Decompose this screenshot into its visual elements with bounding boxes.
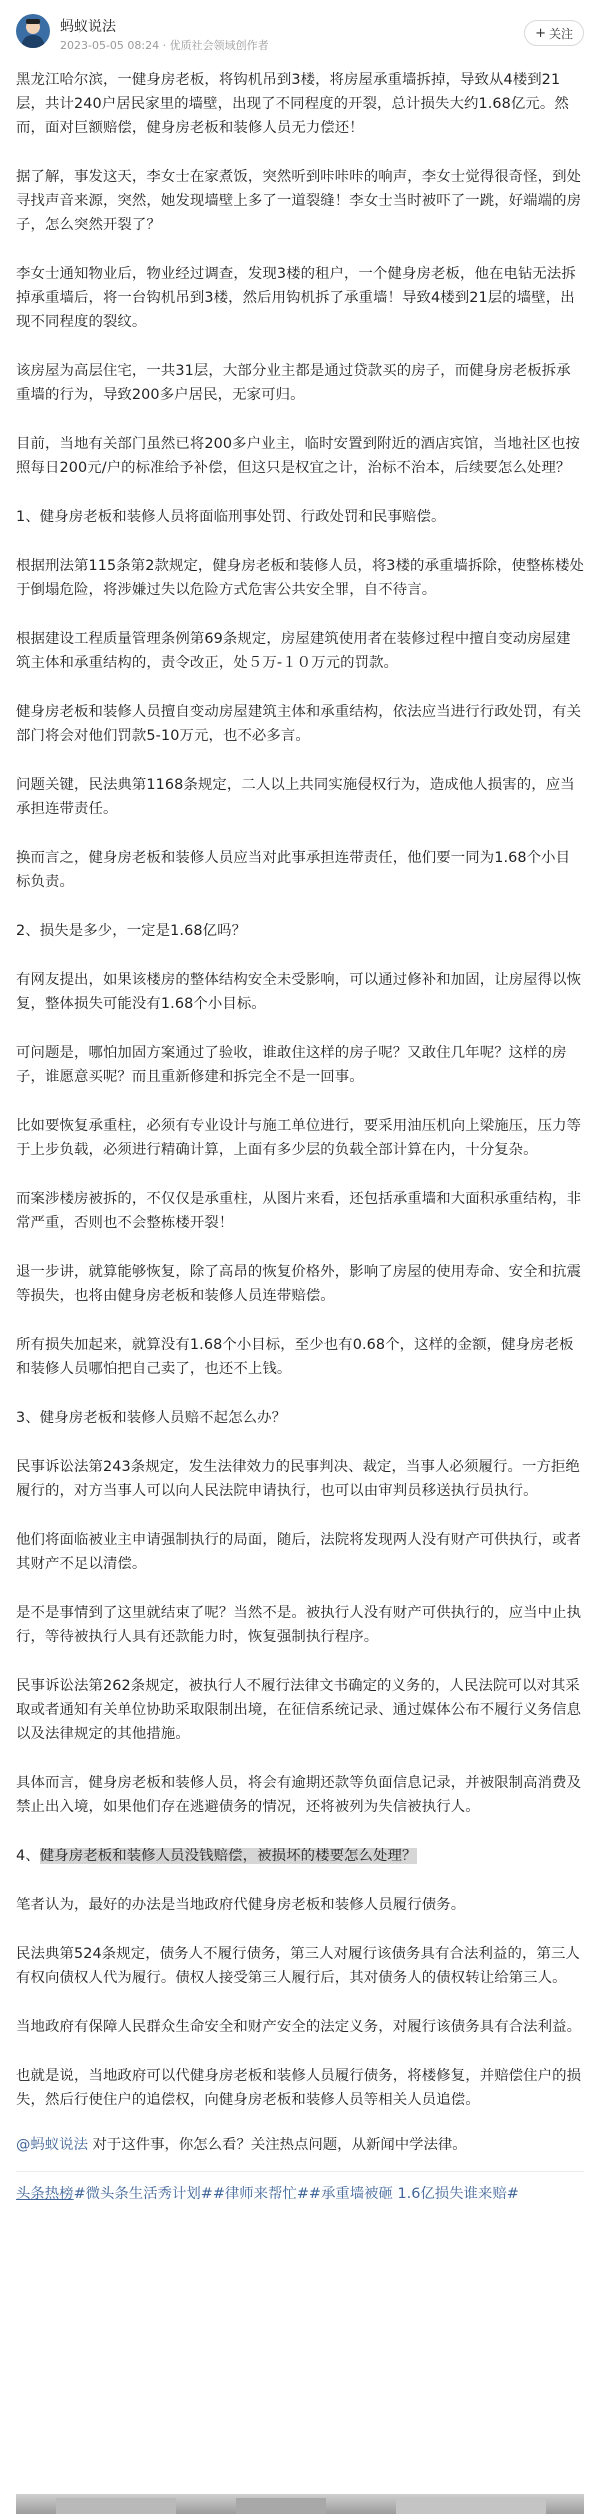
paragraph: 可问题是，哪怕加固方案通过了验收，谁敢住这样的房子呢？又敢住几年呢？这样的房子，谁愿意买呢？而且重新修建和拆完全不是一回事。 — [16, 1045, 567, 1085]
paragraph: 所有损失加起来，就算没有1.68个小目标，至少也有0.68个，这样的金额，健身房老板和装修人员哪怕把自己卖了，也还不上钱。 — [16, 1337, 574, 1377]
paragraph: 有网友提出，如果该楼房的整体结构安全未受影响，可以通过修补和加固，让房屋得以恢复，整体损失可能没有1.68个小目标。 — [16, 972, 582, 1012]
paragraph: 李女士通知物业后，物业经过调查，发现3楼的租户，一个健身房老板，他在电钻无法拆掉承重墙后，将一台钩机吊到3楼，然后用钩机拆了承重墙！导致4楼到21层的墙壁，出现不同程度的裂纹。 — [16, 266, 576, 330]
photo-detail — [236, 2498, 326, 2514]
paragraph: 换而言之，健身房老板和装修人员应当对此事承担连带责任，他们要一同为1.68个小目标负责。 — [16, 850, 571, 890]
hot-list-link[interactable]: 头条热榜 — [16, 2186, 74, 2202]
paragraph: 笔者认为，最好的办法是当地政府代健身房老板和装修人员履行债务。 — [16, 1897, 466, 1913]
paragraph: 目前，当地有关部门虽然已将200多户业主，临时安置到附近的酒店宾馆，当地社区也按照每日200元/户的标准给予补偿，但这只是权宜之计，治标不治本，后续要怎么处理？ — [16, 436, 580, 476]
article-photo[interactable] — [16, 2494, 584, 2514]
article-header — [0, 0, 600, 62]
heading-prefix: 4、 — [16, 1848, 40, 1864]
highlighted-text: 健身房老板和装修人员没钱赔偿，被损坏的楼要怎么处理？ — [39, 1848, 417, 1864]
closing-line — [16, 2133, 584, 2157]
paragraph: 当地政府有保障人民群众生命安全和财产安全的法定义务，对履行该债务具有合法利益。 — [16, 2019, 582, 2035]
photo-detail — [396, 2498, 546, 2514]
meta-separator: · — [159, 39, 170, 52]
avatar-icon — [16, 14, 50, 48]
post-date: 2023-05-05 08:24 — [60, 39, 160, 52]
paragraph: 比如要恢复承重柱，必须有专业设计与施工单位进行，要采用油压机向上梁施压，压力等于上步负载，必须进行精确计算，上面有多少层的负载全部计算在内，十分复杂。 — [16, 1118, 582, 1158]
follow-label: 关注 — [548, 26, 573, 41]
avatar[interactable] — [16, 14, 50, 48]
divider — [16, 2171, 584, 2172]
section-heading-highlighted — [16, 1844, 584, 1868]
paragraph: 据了解，事发这天，李女士在家煮饭，突然听到咔咔咔的响声，李女士觉得很奇怪，到处寻找声音来源，突然，她发现墙壁上多了一道裂缝！李女士当时被吓了一跳，好端端的房子，怎么突然开裂了？ — [16, 169, 582, 233]
paragraph: 而案涉楼房被拆的，不仅仅是承重柱，从图片来看，还包括承重墙和大面积承重结构，非常严重，否则也不会整栋楼开裂！ — [16, 1191, 582, 1231]
paragraph: 退一步讲，就算能够恢复，除了高昂的恢复价格外，影响了房屋的使用寿命、安全和抗震等损失，也将由健身房老板和装修人员连带赔偿。 — [16, 1264, 582, 1304]
paragraph: 问题关键，民法典第1168条规定，二人以上共同实施侵权行为，造成他人损害的，应当承担连带责任。 — [16, 777, 575, 817]
paragraph: 他们将面临被业主申请强制执行的局面，随后，法院将发现两人没有财产可供执行，或者其财产不足以清偿。 — [16, 1532, 582, 1572]
article-body — [0, 62, 600, 2206]
paragraph: 民事诉讼法第243条规定，发生法律效力的民事判决、裁定，当事人必须履行。一方拒绝履行的，对方当事人可以向人民法院申请执行，也可以由审判员移送执行员执行。 — [16, 1459, 580, 1499]
paragraph: 健身房老板和装修人员擅自变动房屋建筑主体和承重结构，依法应当进行行政处罚，有关部门将会对他们罚款5-10万元，也不必多言。 — [16, 704, 582, 744]
photo-detail — [56, 2498, 176, 2514]
creator-badge: 优质社会领域创作者 — [169, 39, 269, 52]
hashtag-links[interactable]: #微头条生活秀计划##律师来帮忙##承重墙被砸 1.6亿损失谁来赔# — [73, 2186, 519, 2202]
author-mention-link[interactable]: @蚂蚁说法 — [16, 2137, 88, 2153]
paragraph: 也就是说，当地政府可以代健身房老板和装修人员履行债务，将楼修复，并赔偿住户的损失，然后行使住户的追偿权，向健身房老板和装修人员等相关人员追偿。 — [16, 2068, 582, 2108]
paragraph: 该房屋为高层住宅，一共31层，大部分业主都是通过贷款买的房子，而健身房老板拆承重墙的行为，导致200多户居民，无家可归。 — [16, 363, 571, 403]
author-name[interactable]: 蚂蚁说法 — [60, 19, 116, 35]
paragraph: 根据刑法第115条第2款规定，健身房老板和装修人员，将3楼的承重墙拆除，使整栋楼处于倒塌危险，将涉嫌过失以危险方式危害公共安全罪，自不待言。 — [16, 558, 584, 598]
section-heading: 1、健身房老板和装修人员将面临刑事处罚、行政处罚和民事赔偿。 — [16, 509, 446, 525]
hashtag-row — [16, 2182, 584, 2206]
section-heading: 2、损失是多少，一定是1.68亿吗？ — [16, 923, 247, 939]
follow-button[interactable] — [524, 20, 584, 46]
paragraph: 具体而言，健身房老板和装修人员，将会有逾期还款等负面信息记录，并被限制高消费及禁止出入境，如果他们存在逃避债务的情况，还将被列为失信被执行人。 — [16, 1775, 582, 1815]
paragraph: 黑龙江哈尔滨，一健身房老板，将钩机吊到3楼，将房屋承重墙拆掉，导致从4楼到21层，共计240户居民家里的墙壁，出现了不同程度的开裂，总计损失大约1.68亿元。然而，面对巨额赔偿，健身房老板和装修人员无力偿还！ — [16, 72, 569, 136]
section-heading: 3、健身房老板和装修人员赔不起怎么办？ — [16, 1410, 287, 1426]
paragraph: 民事诉讼法第262条规定，被执行人不履行法律文书确定的义务的，人民法院可以对其采取或者通知有关单位协助采取限制出境，在征信系统记录、通过媒体公布不履行义务信息以及法律规定的其他措施。 — [16, 1678, 582, 1742]
paragraph: 根据建设工程质量管理条例第69条规定，房屋建筑使用者在装修过程中擅自变动房屋建筑主体和承重结构的，责令改正，处５万-１０万元的罚款。 — [16, 631, 571, 671]
paragraph: 民法典第524条规定，债务人不履行债务，第三人对履行该债务具有合法利益的，第三人有权向债权人代为履行。债权人接受第三人履行后，其对债务人的债权转让给第三人。 — [16, 1946, 580, 1986]
plus-icon: + — [535, 25, 546, 41]
closing-text: 对于这件事，你怎么看？关注热点问题，从新闻中学法律。 — [87, 2137, 467, 2153]
post-meta — [60, 37, 269, 53]
paragraph: 是不是事情到了这里就结束了呢？当然不是。被执行人没有财产可供执行的，应当中止执行，等待被执行人具有还款能力时，恢复强制执行程序。 — [16, 1605, 582, 1645]
